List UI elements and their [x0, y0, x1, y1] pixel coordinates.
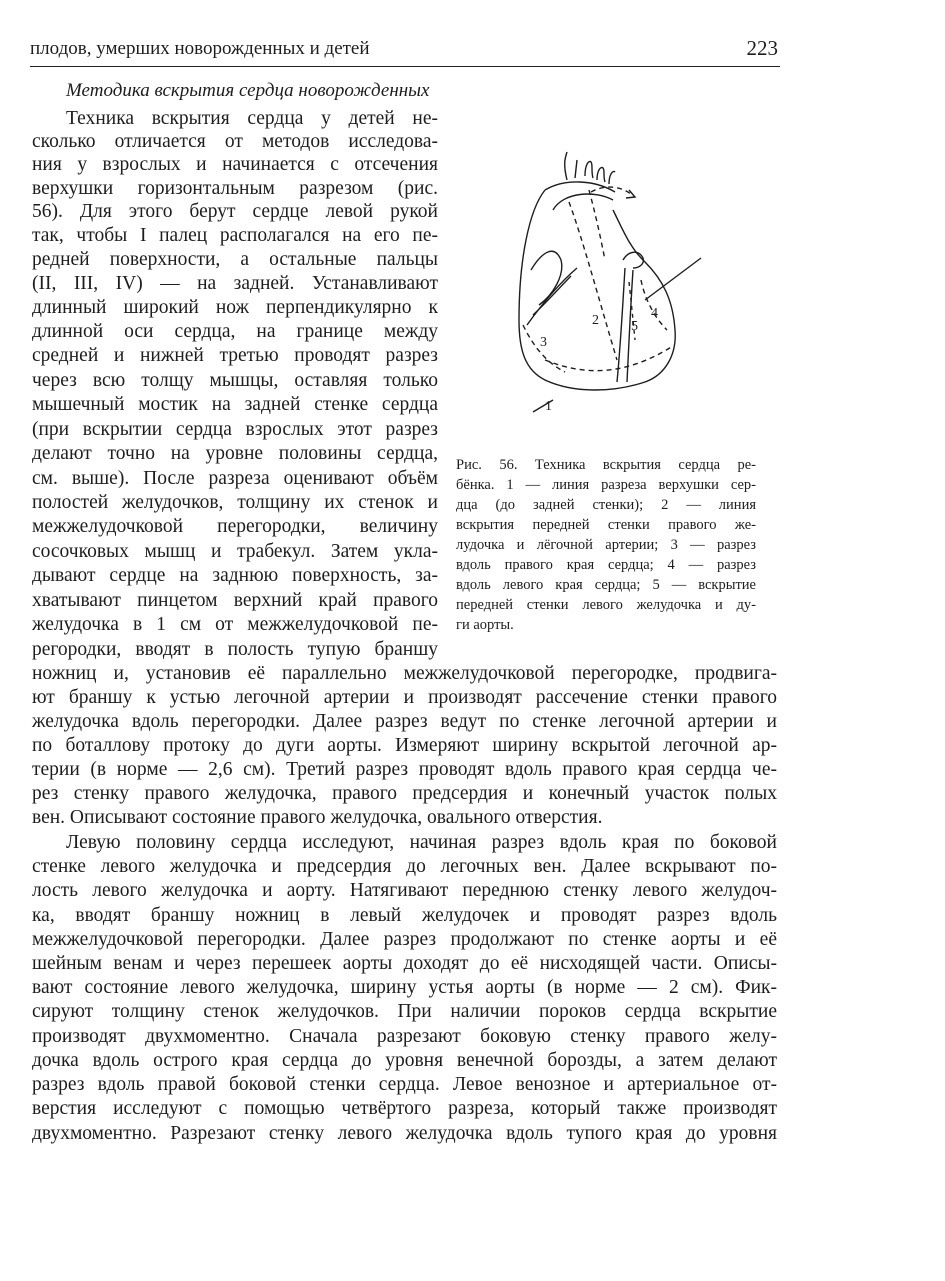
coronary-line: [533, 276, 571, 315]
caption-line: Рис. 56. Техника вскрытия сердца ре-: [456, 457, 756, 473]
incision-line-4: [645, 258, 701, 300]
aortic-arch: [545, 182, 615, 192]
interventricular-groove: [617, 268, 625, 382]
caption-line: бёнка. 1 — линия разреза верхушки сер-: [456, 477, 756, 493]
text-line: межжелудочковой перегородки, величину: [32, 516, 438, 537]
text-line: шейным венам и через перешеек аорты доходят до её нисходящей части. Описы-: [32, 953, 777, 974]
text-line: желудочка вдоль перегородки. Далее разрез ведут по стенке легочной артерии и: [32, 711, 777, 732]
text-line: дывают сердце на заднюю поверхность, за-: [32, 565, 438, 586]
figure-label-3: 3: [540, 335, 547, 350]
left-appendage: [623, 252, 643, 268]
vessel-line: [585, 162, 593, 178]
text-line: (II, III, IV) — на задней. Устанавливают: [32, 273, 438, 294]
caption-line: дца (до задней стенки); 2 — линия: [456, 497, 756, 513]
text-line: верстия исследуют с помощью четвёртого разреза, который также производят: [32, 1098, 777, 1119]
figure-label-2: 2: [592, 313, 599, 328]
text-line: двухмоментно. Разрезают стенку левого желудочка вдоль тупого края до уровня: [32, 1123, 777, 1144]
figure-caption: [456, 455, 756, 635]
incision-line-2b: [589, 190, 605, 260]
text-line: сколько отличается от методов исследова-: [32, 131, 438, 152]
text-line: Левую половину сердца исследуют, начиная разрез вдоль края по боковой: [66, 832, 777, 853]
page-number: 223: [746, 36, 778, 60]
text-line: длинной оси сердца, на границе между: [32, 321, 438, 342]
caption-line: вскрытия передней стенки правого же-: [456, 517, 756, 533]
text-line: производят двухмоментно. Сначала разрезают боковую стенку правого желу-: [32, 1026, 777, 1047]
text-line: лость левого желудочка и аорту. Натягивают переднюю стенку левого желудоч-: [32, 880, 777, 901]
caption-line: лудочка и лёгочной артерии; 3 — разрез: [456, 537, 756, 553]
text-line: разрез вдоль правой боковой стенки сердца. Левое венозное и артериальное от-: [32, 1074, 777, 1095]
text-line: средней и нижней третью проводят разрез: [32, 345, 438, 366]
text-line: полостей желудочков, толщину их стенок и: [32, 492, 438, 513]
text-line: по боталлову протоку до дуги аорты. Измеряют ширину вскрытой легочной ар-: [32, 735, 777, 756]
incision-line-1: [545, 346, 673, 371]
text-line: Техника вскрытия сердца у детей не-: [66, 108, 438, 129]
right-atrium: [531, 251, 562, 305]
vessel-line: [609, 172, 615, 185]
caption-line: передней стенки левого желудочка и ду-: [456, 597, 756, 613]
text-line: терии (в норме — 2,6 см). Третий разрез проводят вдоль правого края сердца че-: [32, 759, 777, 780]
heart-diagram: [505, 150, 735, 440]
text-line: хватывают пинцетом верхний край правого: [32, 590, 438, 611]
vessel-line: [597, 168, 605, 183]
text-line: дочка вдоль острого края сердца до уровня венечной борозды, а затем делают: [32, 1050, 777, 1071]
text-line: редней поверхности, а остальные пальцы: [32, 249, 438, 270]
text-line: ножниц и, установив её параллельно межжелудочковой перегородке, продвига-: [32, 663, 777, 684]
aortic-arch-inner: [553, 194, 613, 210]
text-line: желудочка в 1 см от межжелудочковой пе-: [32, 614, 438, 635]
text-line: длинный широкий нож перпендикулярно к: [32, 297, 438, 318]
text-line: межжелудочковой перегородки. Далее разрез продолжают по стенке аорты и её: [32, 929, 777, 950]
figure-label-1: 1: [545, 399, 552, 414]
text-line: сируют толщину стенок желудочков. При наличии пороков сердца вскрытие: [32, 1001, 777, 1022]
text-line: см. выше). После разреза оценивают объём: [32, 468, 438, 489]
caption-line: ги аорты.: [456, 617, 514, 633]
caption-line: вдоль правого края сердца; 4 — разрез: [456, 557, 756, 573]
text-line: делают точно на уровне половины сердца,: [32, 443, 438, 464]
section-title: Методика вскрытия сердца новорожденных: [66, 80, 430, 101]
text-line: вен. Описывают состояние правого желудочка, овального отверстия.: [32, 807, 603, 828]
text-line: ют браншу к устью легочной артерии и производят рассечение стенки правого: [32, 687, 777, 708]
text-line: верхушки горизонтальным разрезом (рис.: [32, 178, 438, 199]
text-line: стенке левого желудочка и предсердия до легочных вен. Далее вскрывают по-: [32, 856, 777, 877]
text-line: ка, вводят браншу ножниц в левый желудочек и проводят разрез вдоль: [32, 905, 777, 926]
heart-dissection-figure: [505, 150, 735, 440]
vessel-line: [565, 152, 567, 180]
text-line: вают состояние левого желудочка, ширину устья аорты (в норме — 2 см). Фик-: [32, 977, 777, 998]
text-line: ния у взрослых и начинается с отсечения: [32, 154, 438, 175]
text-line: регородки, вводят в полость тупую браншу: [32, 639, 438, 660]
text-line: мышечный мостик на задней стенке сердца: [32, 394, 438, 415]
figure-label-4: 4: [651, 306, 658, 321]
text-line: так, чтобы I палец располагался на его пе-: [32, 225, 438, 246]
text-line: сосочковых мышц и трабекул. Затем укла-: [32, 541, 438, 562]
incision-line-4b: [641, 280, 667, 330]
incision-line-2: [569, 202, 617, 360]
running-header: [30, 36, 780, 67]
text-line: через всю толщу мышцы, оставляя только: [32, 370, 438, 391]
text-line: (при вскрытии сердца взрослых этот разрез: [32, 419, 438, 440]
text-line: рез стенку правого желудочка, правого предсердия и конечный участок полых: [32, 783, 777, 804]
figure-label-5: 5: [631, 319, 638, 334]
text-line: 56). Для этого берут сердце левой рукой: [32, 201, 438, 222]
vessel-line: [575, 160, 577, 178]
header-title: плодов, умерших новорожденных и детей: [30, 38, 370, 59]
caption-line: вдоль левого края сердца; 5 — вскрытие: [456, 577, 756, 593]
